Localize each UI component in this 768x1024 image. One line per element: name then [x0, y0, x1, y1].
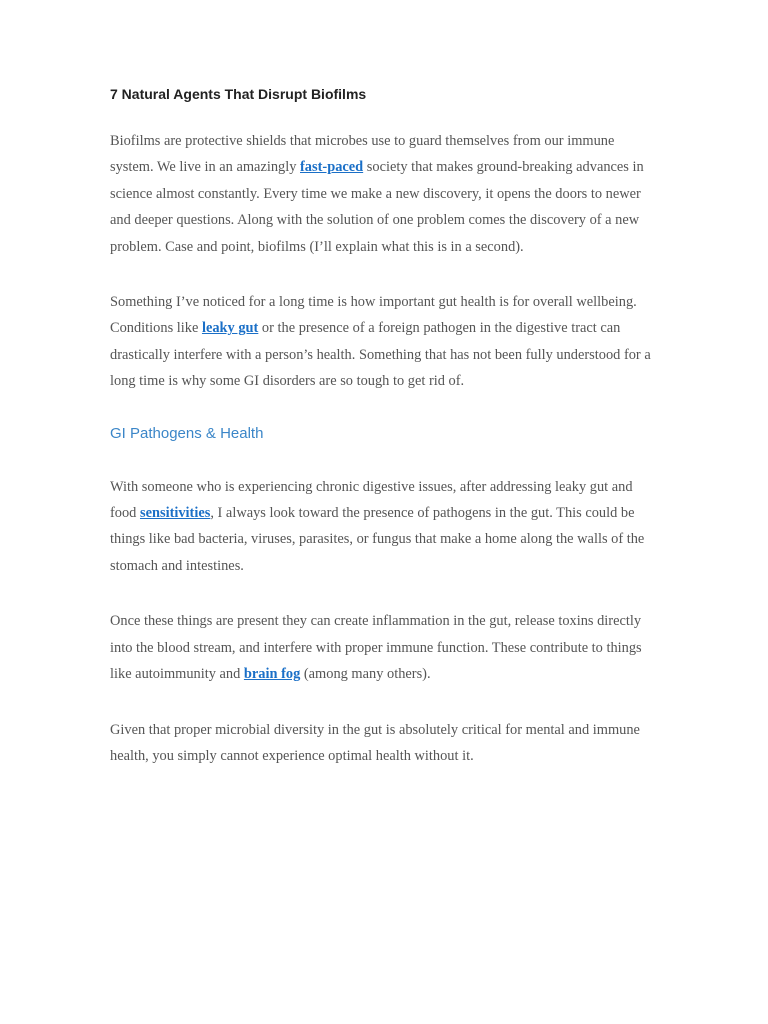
- paragraph-pathogens: [110, 474, 658, 580]
- paragraph-text: Biofilms are protective shields that microbes use to guard themselves from our immune system. We live in an amazingly: [110, 133, 615, 176]
- section-heading: GI Pathogens & Health: [110, 424, 264, 442]
- document-title: 7 Natural Agents That Disrupt Biofilms: [110, 86, 367, 102]
- paragraph-text: or the presence of a foreign pathogen in the digestive tract can drastically interfere with a person’s health. Something that has not been fully understood for a long time is why some GI disorders are so tough to get rid of.: [110, 320, 651, 390]
- leaky-gut-link[interactable]: leaky gut: [201, 320, 259, 337]
- brain-fog-link[interactable]: brain fog: [243, 666, 301, 683]
- fast-paced-link[interactable]: fast-paced: [300, 159, 364, 176]
- paragraph-text: With someone who is experiencing chronic digestive issues, after addressing leaky gut and food: [110, 478, 633, 522]
- paragraph-gut-health: [110, 289, 658, 395]
- paragraph-text: Something I’ve noticed for a long time is how important gut health is for overall wellbeing. Conditions like: [110, 294, 637, 337]
- paragraph-text: (among many others).: [300, 666, 431, 683]
- sensitivities-link[interactable]: sensitivities: [139, 505, 211, 522]
- paragraph-text: Once these things are present they can create inflammation in the gut, release toxins directly into the blood stream, and interfere with proper immune function. These contribute to things like autoimmunity and: [110, 613, 642, 683]
- paragraph-text: society that makes ground-breaking advances in science almost constantly. Every time we make a new discovery, it opens the doors to newer and deeper questions. Along with the solution of one problem comes the discovery of a new problem. Case and point, biofilms (I’ll explain what this is in a second).: [110, 159, 644, 255]
- paragraph-text: Given that proper microbial diversity in the gut is absolutely critical for mental and immune health, you simply cannot experience optimal health without it.: [110, 721, 640, 764]
- paragraph-diversity: [110, 717, 658, 770]
- paragraph-text: , I always look toward the presence of pathogens in the gut. This could be things like bad bacteria, viruses, parasites, or fungus that make a home along the walls of the stomach and intestines.: [110, 505, 645, 574]
- paragraph-inflammation: [110, 608, 658, 687]
- document-page: [110, 84, 658, 798]
- paragraph-intro: [110, 128, 658, 260]
